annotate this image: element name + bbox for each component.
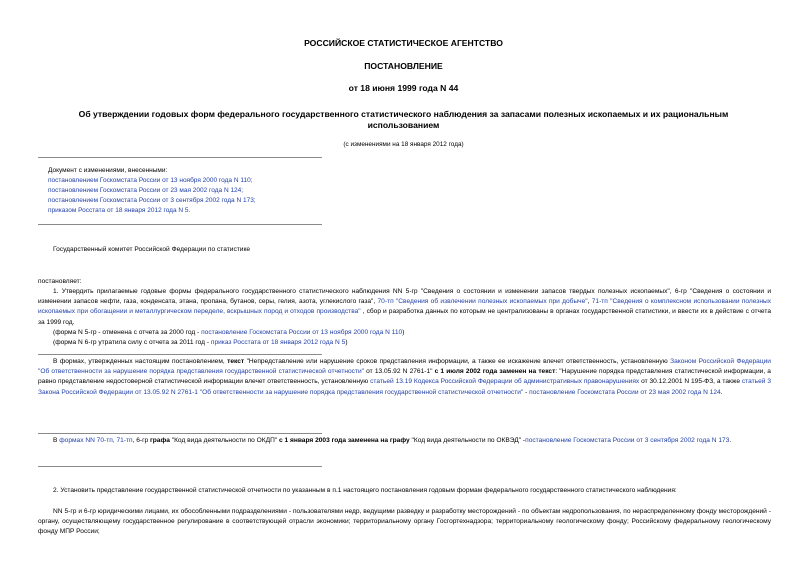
text: . xyxy=(729,437,732,444)
divider xyxy=(38,224,322,225)
amendments-box xyxy=(48,166,328,216)
amendment-link[interactable]: постановлением Госкомстата России от 3 сентября 2002 года N 173; xyxy=(48,197,256,204)
paragraph-1 xyxy=(38,287,771,328)
text: , xyxy=(587,298,592,306)
text: "Код вида деятельности по ОКДП" xyxy=(169,437,279,444)
committee-line: Государственный комитет Российской Федерации по статистике xyxy=(53,246,251,253)
forms-link[interactable]: формах NN 70-тп, 71-тп xyxy=(59,437,133,444)
text: , 6-гр xyxy=(132,437,151,444)
text: В формах, утвержденных настоящим постановлением, xyxy=(53,358,228,365)
note-link[interactable]: приказ Росстата от 18 января 2012 года N 5 xyxy=(210,339,346,346)
form-70-link[interactable]: 70-тп "Сведения об извлечении полезных ископаемых при добыче" xyxy=(377,298,588,306)
paragraph-2: 2. Установить представление государственной статистической отчетности по указанным в п.1 настоящего постановления годовым формам федерального государственного статистического наблюдения: xyxy=(53,487,677,494)
divider xyxy=(38,433,322,434)
decree-link[interactable]: постановление Госкомстата России от 3 сентября 2002 года N 173 xyxy=(525,437,730,444)
amendment-link[interactable]: постановлением Госкомстата России от 23 мая 2002 года N 124; xyxy=(48,187,244,194)
note-link[interactable]: постановление Госкомстата России от 13 ноября 2000 года N 110 xyxy=(201,329,403,336)
text: "Непредставление или нарушение сроков представления информации, а также ее искажение влечет ответственность, установленную xyxy=(244,358,671,365)
doc-type-heading: ПОСТАНОВЛЕНИЕ xyxy=(364,61,443,71)
text: ) xyxy=(345,339,348,346)
document-title: Об утверждении годовых форм федерального государственного статистического наблюдения за запасами полезных ископаемых и их рациональным использованием xyxy=(78,109,729,130)
text: : "Нарушение порядка представления статистической информации, а равно представление недостоверной статистической информации влечет ответственность, установленную xyxy=(38,368,771,386)
bold-text: графа xyxy=(150,437,170,444)
form-71-link[interactable]: 71-тп "Сведения о комплексном использовании полезных ископаемых при обогащении и металлургическом переделе, вскрышных пород и отходов производства" xyxy=(38,298,771,316)
paragraph-3: NN 5-гр и 6-гр юридическими лицами, их обособленными подразделениями - пользователями недр, ведущими разведку и разработку месторождений - по объектам недропользования, по нераспределенному фонду месторождений - органу, осуществляющему государственное регулирование в соответствующей отрасли экономики; территориальному органу Госгортехнадзора; территориальному геологическому фонду; Российскому федеральному геологическому фонду МПР России; xyxy=(38,508,771,536)
text: В xyxy=(53,437,60,444)
date-number-heading: от 18 июня 1999 года N 44 xyxy=(348,83,459,93)
divider xyxy=(38,157,322,158)
note-form-6 xyxy=(53,339,348,346)
code-article-link[interactable]: статьей 13.19 Кодекса Российской Федерации об административных правонарушениях xyxy=(370,378,640,386)
text: (форма N 5-гр - отменена с отчета за 2000 год - xyxy=(53,329,202,336)
okvd-replacement xyxy=(38,436,771,446)
bold-text: с 1 июля 2002 года заменен на текст xyxy=(434,368,556,376)
amendment-link[interactable]: постановлением Госкомстата России от 13 ноября 2000 года N 110; xyxy=(48,177,253,184)
text: 1. Утвердить прилагаемые годовые формы федерального государственного статистического наблюдения NN 5-гр "Сведения о состоянии и изменении запасов твердых полезных ископаемых", 6-гр "Сведения о состоянии и изменении запасов нефти, газа, конденсата, этана, пропана, бутанов, серы, гелия, азота, углекислого газа", xyxy=(38,288,771,306)
text: от 13.05.92 N 2761-1" xyxy=(364,368,435,376)
divider xyxy=(38,354,322,355)
bold-text: текст xyxy=(227,358,245,365)
divider xyxy=(38,466,322,467)
decree-link[interactable]: постановление Госкомстата России от 23 мая 2002 года N 124 xyxy=(529,388,721,396)
decrees-line: постановляет: xyxy=(38,278,82,285)
forms-text-replacement xyxy=(38,357,771,398)
law-article-link[interactable]: статьей 3 Закона Российской Федерации от 13.05.92 N 2761-1 "Об ответственности за нарушение порядка представления государственной статистической отчетности" xyxy=(38,378,771,396)
amendments-heading: Документ с изменениями, внесенными: xyxy=(48,167,168,174)
changes-note: (с изменениями на 18 января 2012 года) xyxy=(343,141,464,148)
text: от 30.12.2001 N 195-ФЗ, а также xyxy=(639,378,742,386)
amendment-link[interactable]: приказом Росстата от 18 января 2012 года N 5. xyxy=(48,207,191,214)
text: , сбор и разработка данных по которым не централизованы в органах государственной статистики, и ввести их в действие с отчета за 1999 год. xyxy=(38,308,771,326)
bold-text: с 1 января 2003 года заменена на графу xyxy=(279,437,410,444)
agency-heading: РОССИЙСКОЕ СТАТИСТИЧЕСКОЕ АГЕНТСТВО xyxy=(304,38,503,48)
law-link[interactable]: Законом Российской Федерации "Об ответственности за нарушение порядка представления государственной статистической отчетности" xyxy=(38,358,771,376)
text: . xyxy=(720,388,723,396)
note-form-5 xyxy=(53,329,404,336)
text: ) xyxy=(402,329,405,336)
text: (форма N 6-гр утратила силу с отчета за 2011 год - xyxy=(53,339,211,346)
text: "Код вида деятельности по ОКВЭД" - xyxy=(409,437,526,444)
text: - xyxy=(523,388,530,396)
